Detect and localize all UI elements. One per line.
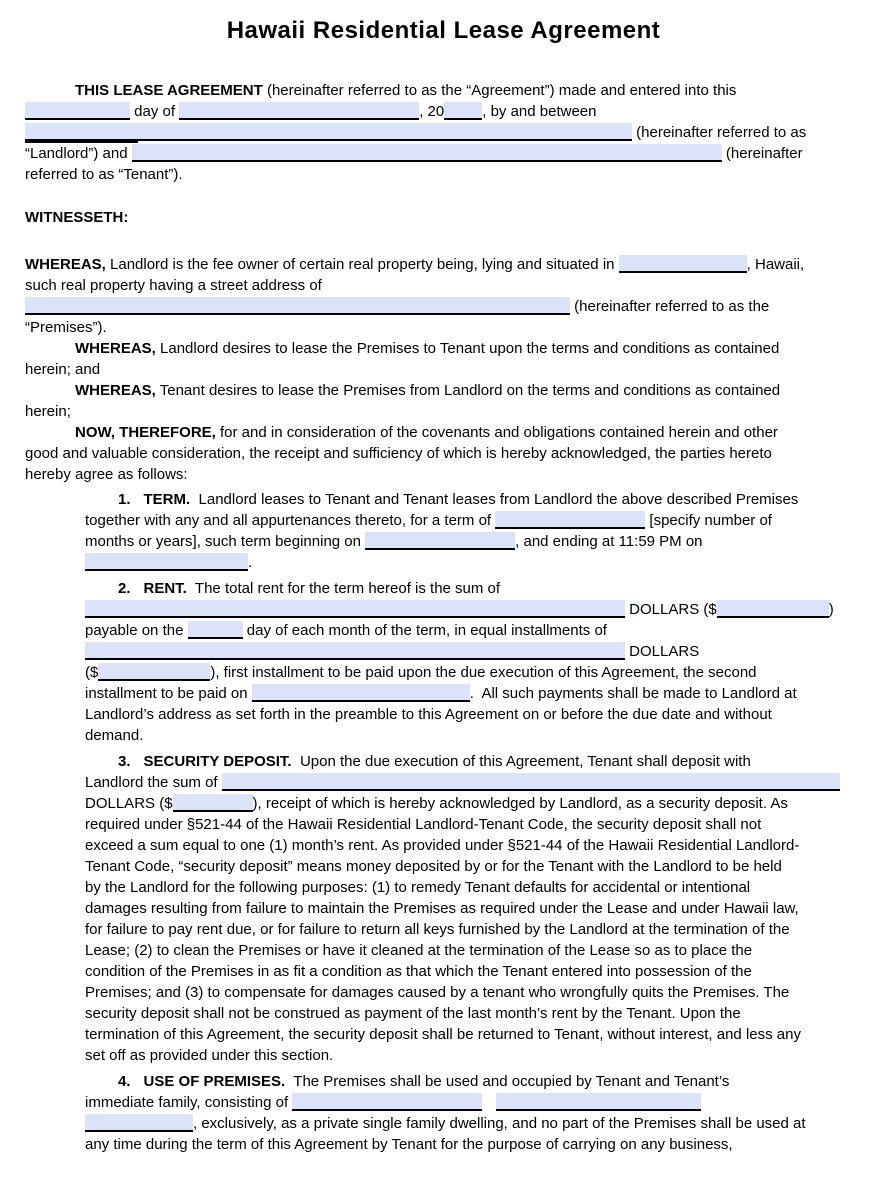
document-line bbox=[85, 1024, 862, 1045]
document-line bbox=[75, 422, 862, 443]
document-line bbox=[85, 1003, 862, 1024]
document-line bbox=[25, 464, 862, 485]
document-line bbox=[85, 1092, 862, 1113]
document-line bbox=[85, 704, 862, 725]
blank-family-member-3-field[interactable] bbox=[85, 1114, 193, 1132]
blank-total-rent-words-field[interactable] bbox=[85, 600, 625, 618]
document-line bbox=[118, 578, 862, 599]
document-line bbox=[85, 814, 862, 835]
document-line bbox=[85, 531, 862, 552]
text-run: for and in consideration of the covenants and obligations contained herein and other bbox=[215, 424, 778, 441]
blank-family-member-1-field[interactable] bbox=[292, 1093, 482, 1111]
document-line bbox=[25, 275, 862, 296]
now-therefore-paragraph bbox=[25, 422, 862, 485]
text-run: DOLLARS bbox=[625, 643, 700, 660]
text-run: ), first installment to be paid upon the due execution of this Agreement, the second bbox=[210, 664, 757, 681]
document-line bbox=[118, 489, 862, 510]
blank-security-deposit-words-field[interactable] bbox=[222, 773, 840, 791]
document-line bbox=[75, 380, 862, 401]
text-run: (hereinafter bbox=[721, 145, 803, 162]
document-line bbox=[25, 254, 862, 275]
document-line bbox=[25, 207, 862, 228]
text-run: TERM. bbox=[143, 491, 191, 508]
document-line bbox=[85, 898, 862, 919]
witnesseth-heading bbox=[25, 207, 862, 228]
blank-year-field[interactable] bbox=[444, 102, 482, 120]
text-run: Premises; and (3) to compensate for damages caused by a tenant who wrongfully quits the Premises. The bbox=[85, 984, 790, 1001]
text-run: demand. bbox=[85, 727, 144, 744]
document-line bbox=[85, 510, 862, 531]
section-4-use-of-premises bbox=[25, 1071, 862, 1155]
section-number: 1. bbox=[118, 491, 131, 508]
document-line bbox=[85, 552, 862, 573]
text-run: day of bbox=[130, 103, 180, 120]
document-line bbox=[85, 772, 862, 793]
document-line bbox=[85, 793, 862, 814]
document-line bbox=[85, 620, 862, 641]
text-run: for failure to pay rent due, or for failure to return all keys furnished by the Landlord at the termination of the bbox=[85, 921, 790, 938]
text-run: Tenant Code, “security deposit” means money deposited by or for the Tenant with the Landlord to be held bbox=[85, 858, 782, 875]
section-number: 3. bbox=[118, 753, 131, 770]
document-line bbox=[25, 296, 862, 317]
blank-day-field[interactable] bbox=[25, 102, 130, 120]
text-run: Landlord’s address as set forth in the preamble to this Agreement on or before the due date and without bbox=[85, 706, 772, 723]
text-run: exceed a sum equal to one (1) month’s rent. As provided under §521-44 of the Hawaii Residential Landlord- bbox=[85, 837, 800, 854]
text-run: immediate family, consisting of bbox=[85, 1094, 293, 1111]
text-run: NOW, THEREFORE, bbox=[75, 424, 216, 441]
document-title: Hawaii Residential Lease Agreement bbox=[226, 17, 661, 44]
text-run: WITNESSETH: bbox=[25, 209, 129, 226]
document-line bbox=[85, 940, 862, 961]
text-run: condition of the Premises in as fit a condition as that which the Tenant entered into possession of the bbox=[85, 963, 752, 980]
text-run: WHEREAS, bbox=[25, 256, 106, 273]
text-run: damages resulting from failure to maintain the Premises as required under the Lease and under Hawaii law, bbox=[85, 900, 799, 917]
text-run: termination of this Agreement, the security deposit shall be returned to Tenant, without interest, and less any bbox=[85, 1026, 801, 1043]
text-run: herein; and bbox=[25, 361, 101, 378]
text-run: [specify number of bbox=[645, 512, 772, 529]
document-line bbox=[85, 1134, 862, 1155]
document-line bbox=[85, 683, 862, 704]
text-run: referred to as “Tenant”). bbox=[25, 166, 183, 183]
section-number: 2. bbox=[118, 580, 131, 597]
whereas-tenant-paragraph bbox=[25, 380, 862, 422]
document-line bbox=[25, 317, 862, 338]
text-run: Tenant desires to lease the Premises from Landlord on the terms and conditions as contained bbox=[155, 382, 781, 399]
text-run: security deposit shall not be construed as payment of the last month’s rent by the Tenant. Upon the bbox=[85, 1005, 741, 1022]
text-run: (hereinafter referred to as bbox=[632, 124, 807, 141]
document-line bbox=[118, 751, 862, 772]
document-line bbox=[85, 982, 862, 1003]
blank-street-address-field[interactable] bbox=[25, 297, 570, 315]
blank-second-installment-date-field[interactable] bbox=[252, 684, 470, 702]
text-run: such real property having a street address of bbox=[25, 277, 322, 294]
text-run: payable on the bbox=[85, 622, 188, 639]
field-gap bbox=[482, 1106, 496, 1107]
blank-month-field[interactable] bbox=[179, 102, 419, 120]
text-run: , exclusively, as a private single family dwelling, and no part of the Premises shall be used at bbox=[193, 1115, 806, 1132]
text-run: together with any and all appurtenances thereto, for a term of bbox=[85, 512, 496, 529]
text-run: The total rent for the term hereof is the sum of bbox=[186, 580, 501, 597]
text-run: Landlord the sum of bbox=[85, 774, 222, 791]
text-run: DOLLARS ($ bbox=[625, 601, 717, 618]
text-run: hereby agree as follows: bbox=[25, 466, 188, 483]
text-run: set off as provided under this section. bbox=[85, 1047, 334, 1064]
text-run: THIS LEASE AGREEMENT bbox=[75, 82, 263, 99]
text-run: RENT. bbox=[143, 580, 187, 597]
document-line bbox=[75, 80, 862, 101]
text-run: Landlord leases to Tenant and Tenant leases from Landlord the above described Premises bbox=[190, 491, 799, 508]
text-run: , 20 bbox=[419, 103, 445, 120]
text-run: USE OF PREMISES. bbox=[143, 1073, 286, 1090]
document-line bbox=[85, 961, 862, 982]
text-run: , and ending at 11:59 PM on bbox=[515, 533, 703, 550]
text-run: Lease; (2) to clean the Premises or have it cleaned at the termination of the Lease so as to place the bbox=[85, 942, 753, 959]
wrapped-underline-bar bbox=[25, 141, 138, 143]
document-line bbox=[85, 877, 862, 898]
section-1-term bbox=[25, 489, 862, 573]
section-3-security-deposit bbox=[25, 751, 862, 1066]
section-number: 4. bbox=[118, 1073, 131, 1090]
text-run: ), receipt of which is hereby acknowledged by Landlord, as a security deposit. As bbox=[252, 795, 788, 812]
text-run: Landlord desires to lease the Premises to Tenant upon the terms and conditions as contained bbox=[155, 340, 780, 357]
blank-family-member-2-field[interactable] bbox=[496, 1093, 701, 1111]
text-run: months or years], such term beginning on bbox=[85, 533, 366, 550]
document-line bbox=[85, 641, 862, 662]
document-body bbox=[25, 80, 862, 1155]
text-run: Upon the due execution of this Agreement, Tenant shall deposit with bbox=[291, 753, 751, 770]
text-run: ($ bbox=[85, 664, 99, 681]
document-line bbox=[85, 599, 862, 620]
document-line bbox=[85, 856, 862, 877]
document-line bbox=[85, 725, 862, 746]
blank-term-start-date-field[interactable] bbox=[365, 532, 515, 550]
blank-term-length-field[interactable] bbox=[495, 511, 645, 529]
section-2-rent bbox=[25, 578, 862, 746]
blank-county-field[interactable] bbox=[619, 255, 747, 273]
text-run: , by and between bbox=[482, 103, 597, 120]
blank-tenant-name-field[interactable] bbox=[132, 144, 722, 162]
whereas-landlord-paragraph bbox=[25, 338, 862, 380]
blank-installment-amount-field[interactable] bbox=[98, 663, 210, 681]
document-line bbox=[25, 443, 862, 464]
text-run: SECURITY DEPOSIT. bbox=[143, 753, 292, 770]
text-run: good and valuable consideration, the receipt and sufficiency of which is hereby acknowledged, the parties hereto bbox=[25, 445, 772, 462]
text-run: by the Landlord for the following purposes: (1) to remedy Tenant defaults for accidental or intentional bbox=[85, 879, 751, 896]
text-run: herein; bbox=[25, 403, 71, 420]
document-line bbox=[25, 143, 862, 164]
text-run: (hereinafter referred to as the “Agreement”) made and entered into this bbox=[262, 82, 737, 99]
document-line bbox=[85, 919, 862, 940]
text-run: day of each month of the term, in equal installments of bbox=[242, 622, 607, 639]
text-run: . bbox=[248, 554, 253, 571]
blank-term-end-date-field[interactable] bbox=[85, 553, 248, 571]
text-run: “Landlord”) and bbox=[25, 145, 132, 162]
intro-paragraph bbox=[25, 80, 862, 185]
document-line bbox=[85, 1113, 862, 1134]
text-run: WHEREAS, bbox=[75, 382, 156, 399]
text-run: any time during the term of this Agreement by Tenant for the purpose of carrying on any business, bbox=[85, 1136, 733, 1153]
text-run: , Hawaii, bbox=[746, 256, 805, 273]
blank-security-deposit-amount-field[interactable] bbox=[173, 794, 253, 812]
text-run: installment to be paid on bbox=[85, 685, 252, 702]
text-run: (hereinafter referred to as the bbox=[570, 298, 770, 315]
document-line bbox=[25, 401, 862, 422]
document-line bbox=[85, 1045, 862, 1066]
text-run: “Premises”). bbox=[25, 319, 107, 336]
document-line bbox=[118, 1071, 862, 1092]
document-line bbox=[25, 164, 862, 185]
document-line bbox=[75, 338, 862, 359]
document-line bbox=[25, 122, 862, 143]
text-run: The Premises shall be used and occupied by Tenant and Tenant’s bbox=[285, 1073, 730, 1090]
blank-installment-words-field[interactable] bbox=[85, 642, 625, 660]
whereas-owner-paragraph bbox=[25, 254, 862, 338]
document-line bbox=[25, 101, 862, 122]
text-run: required under §521-44 of the Hawaii Residential Landlord-Tenant Code, the security deposit shall not bbox=[85, 816, 762, 833]
text-run: DOLLARS ($ bbox=[85, 795, 173, 812]
document-line bbox=[85, 662, 862, 683]
blank-rent-due-day-field[interactable] bbox=[188, 621, 243, 639]
document-line bbox=[25, 359, 862, 380]
blank-landlord-name-field[interactable] bbox=[25, 123, 632, 141]
text-run: ) bbox=[828, 601, 834, 618]
text-run: Landlord is the fee owner of certain real property being, lying and situated in bbox=[105, 256, 619, 273]
blank-total-rent-amount-field[interactable] bbox=[717, 600, 829, 618]
document-line bbox=[85, 835, 862, 856]
text-run: WHEREAS, bbox=[75, 340, 156, 357]
text-run: . All such payments shall be made to Landlord at bbox=[469, 685, 797, 702]
